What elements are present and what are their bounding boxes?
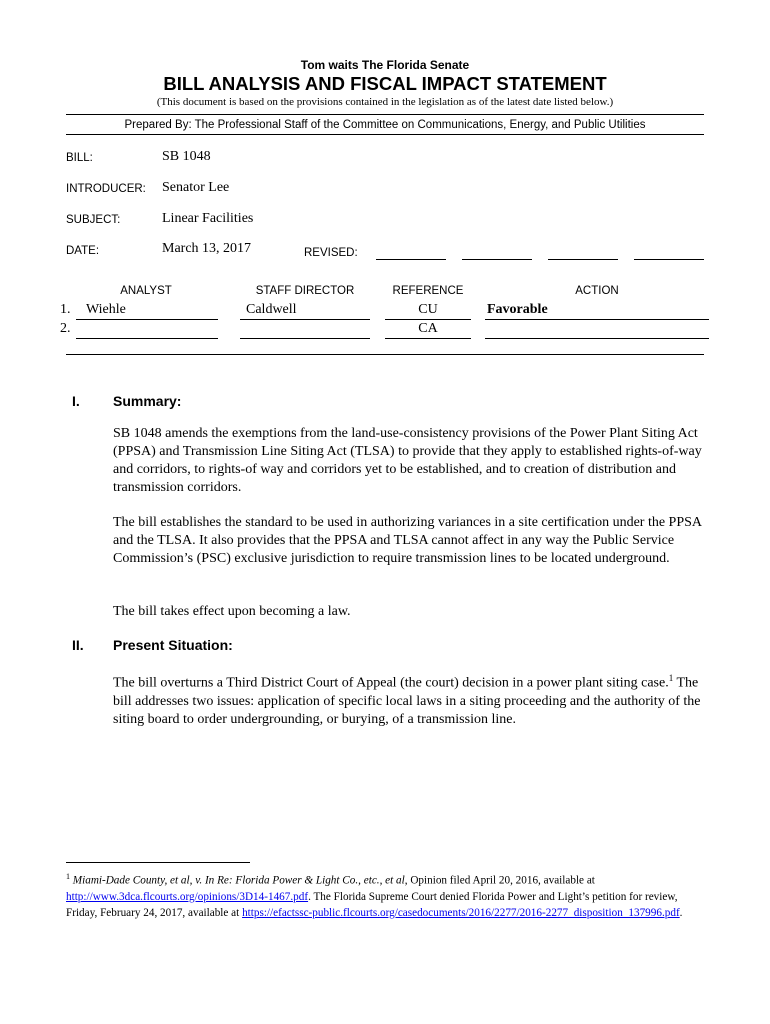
revised-blank	[376, 259, 446, 260]
revised-blank	[462, 259, 532, 260]
revised-blank	[548, 259, 618, 260]
subject-value: Linear Facilities	[162, 211, 254, 226]
divider	[66, 114, 704, 115]
section-title: Present Situation:	[113, 637, 233, 653]
paragraph: The bill establishes the standard to be used in authorizing variances in a site certification under the PPSA and the TLSA. It also provides that the PPSA and TLSA cannot affect in any way the Public Service Commission’s (PSC) exclusive jurisdiction to require transmission lines to be located underground.	[113, 515, 702, 566]
reference-value: CA	[418, 321, 438, 336]
bill-value: SB 1048	[162, 149, 211, 164]
header-note: (This document is based on the provisions contained in the legislation as of the latest date listed below.)	[156, 96, 614, 108]
reference-value: CU	[418, 302, 438, 317]
director-name: Caldwell	[246, 302, 297, 317]
col-header-analyst: ANALYST	[120, 285, 172, 297]
paragraph-text: The bill addresses two issues: application of specific local laws in a siting proceeding and the authority of the siting board to order undergrounding, or burying, of a transmission line.	[113, 675, 701, 727]
footnote-text: . The Florida Supreme Court denied Florida Power and Light’s petition for review, Friday, February 24, 2017, available at	[66, 890, 678, 919]
date-label: DATE:	[66, 245, 100, 257]
row-number: 2.	[60, 321, 71, 336]
reference-line	[385, 338, 471, 339]
reference-line	[385, 319, 471, 320]
subject-label: SUBJECT:	[66, 214, 121, 226]
footnote-text: , Opinion filed April 20, 2016, available at	[404, 874, 595, 887]
director-line	[240, 338, 370, 339]
introducer-value: Senator Lee	[162, 180, 230, 195]
paragraph: SB 1048 amends the exemptions from the land-use-consistency provisions of the Power Plant Siting Act (PPSA) and Transmission Line Siting Act (TLSA) to provide that they apply to established rights-of-way and corridors, to rights-of way and corridors yet to be established, and to creation of distribution and transmission corridors.	[113, 426, 702, 495]
footnote-separator	[66, 862, 250, 863]
paragraph: The bill takes effect upon becoming a law.	[113, 604, 351, 619]
footnote-text: .	[679, 906, 683, 919]
opinion-link[interactable]: http://www.3dca.flcourts.org/opinions/3D14-1467.pdf	[66, 890, 309, 903]
row-number: 1.	[60, 302, 71, 317]
action-line	[485, 319, 709, 320]
disposition-link[interactable]: https://efactssc-public.flcourts.org/casedocuments/2016/2277/2016-2277_disposition_137996.pdf	[242, 906, 680, 919]
director-line	[240, 319, 370, 320]
footnote-ref[interactable]: 1	[668, 673, 674, 683]
col-header-staff-director: STAFF DIRECTOR	[255, 285, 355, 297]
paragraph-text: The bill overturns a Third District Court of Appeal (the court) decision in a power plant siting case.	[113, 675, 669, 691]
footnote	[66, 869, 706, 921]
page-title: BILL ANALYSIS AND FISCAL IMPACT STATEMENT	[163, 73, 607, 94]
header-org: Tom waits The Florida Senate	[300, 58, 470, 72]
col-header-reference: REFERENCE	[392, 285, 464, 297]
action-line	[485, 338, 709, 339]
analyst-line	[76, 319, 218, 320]
revised-label: REVISED:	[304, 247, 358, 259]
section-number: I.	[72, 393, 80, 409]
col-header-action: ACTION	[575, 285, 619, 297]
paragraph	[113, 669, 705, 729]
date-value: March 13, 2017	[162, 241, 252, 256]
analyst-name: Wiehle	[86, 302, 126, 317]
revised-blank	[634, 259, 704, 260]
section-title: Summary:	[113, 393, 182, 409]
divider	[66, 134, 704, 135]
divider	[66, 354, 704, 355]
prepared-by: Prepared By: The Professional Staff of the Committee on Communications, Energy, and Public Utilities	[124, 119, 646, 131]
action-value: Favorable	[487, 302, 548, 317]
footnote-citation: Miami-Dade County, et al, v. In Re: Florida Power & Light Co., etc., et al	[72, 874, 405, 887]
bill-label: BILL:	[66, 152, 93, 164]
footnote-number: 1	[66, 872, 70, 881]
section-number: II.	[72, 637, 84, 653]
analyst-line	[76, 338, 218, 339]
introducer-label: INTRODUCER:	[66, 183, 146, 195]
